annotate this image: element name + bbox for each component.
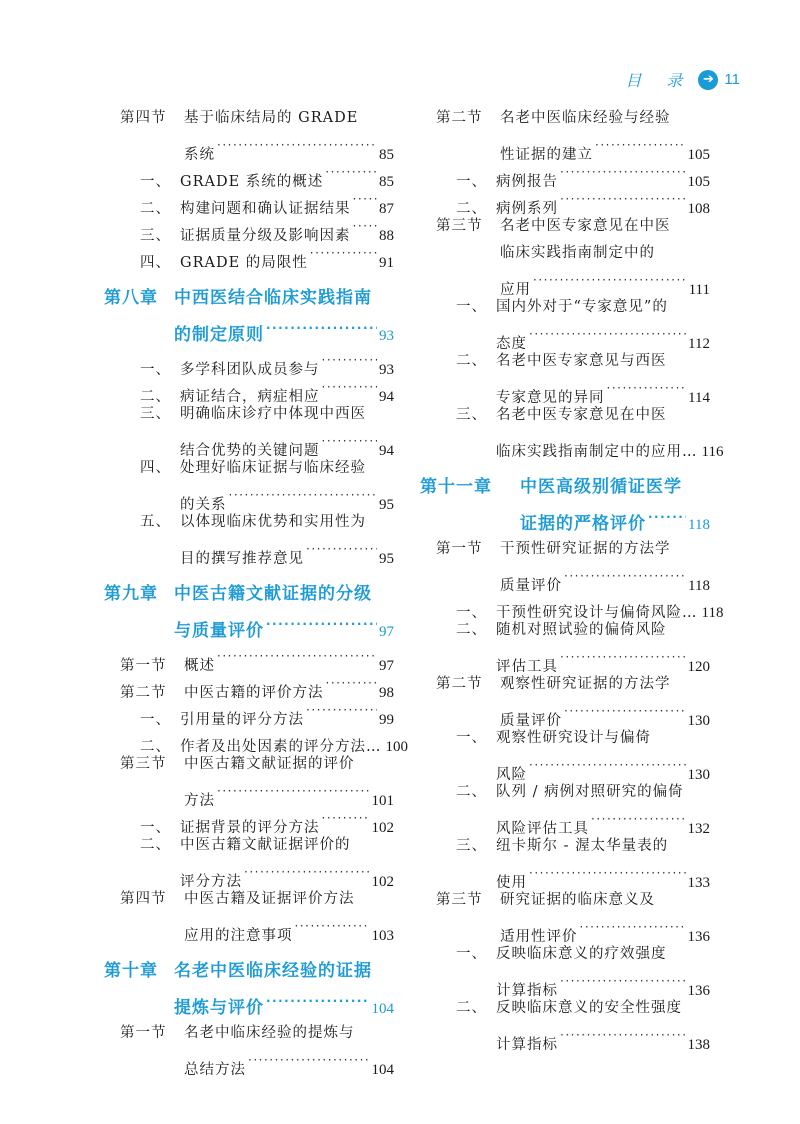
toc-item-entry[interactable]	[104, 186, 394, 217]
dot-leader	[529, 860, 686, 887]
toc-entry-title: 国内外对于“专家意见”的	[496, 299, 668, 315]
toc-page-number: 104	[371, 1062, 394, 1078]
toc-entry-title: 以体现临床优势和实用性为	[180, 514, 366, 530]
dot-leader	[217, 778, 370, 805]
toc-entry-title: 多学科团队成员参与	[180, 362, 320, 378]
toc-entry-title: 评估工具	[496, 659, 558, 675]
toc-page-number: 133	[687, 875, 710, 891]
toc-entry-title: 构建问题和确认证据结果	[180, 201, 351, 217]
toc-chapter-entry[interactable]	[104, 579, 394, 639]
dot-leader	[322, 805, 370, 832]
toc-item-entry[interactable]	[420, 833, 710, 891]
toc-right-column	[420, 105, 724, 1053]
toc-entry-title: 质量评价	[500, 713, 562, 729]
toc-entry-label: 一、	[140, 362, 171, 378]
toc-sec-entry[interactable]	[420, 536, 710, 594]
toc-entry-title: 名老中医临床经验与经验	[500, 110, 671, 126]
toc-entry-title: 总结方法	[184, 1062, 246, 1078]
dot-leader	[529, 321, 686, 348]
dot-leader	[353, 186, 378, 213]
dot-leader	[591, 806, 686, 833]
dot-leader	[529, 752, 686, 779]
toc-chapter-entry[interactable]	[420, 472, 710, 532]
dot-leader	[648, 502, 686, 529]
dot-leader	[229, 482, 378, 509]
toc-item-entry[interactable]	[420, 590, 724, 621]
toc-entry-title: 干预性研究设计与偏倚风险…	[496, 605, 698, 621]
toc-entry-title: 观察性研究证据的方法学	[500, 676, 671, 692]
header-title: 目 录	[625, 71, 693, 90]
toc-page-number: 105	[687, 147, 710, 163]
toc-entry-title: 提炼与评价	[174, 998, 264, 1018]
toc-entry-title: 证据质量分级及影响因素	[180, 228, 351, 244]
toc-entry-title: 基于临床结局的 GRADE	[184, 110, 359, 126]
toc-entry-label: 三、	[140, 406, 171, 422]
toc-entry-title: 态度	[496, 336, 527, 352]
toc-entry-title: 专家意见的异同	[496, 390, 605, 406]
toc-chapter-entry[interactable]	[104, 956, 394, 1016]
toc-page-number: 102	[371, 874, 394, 890]
toc-item-entry[interactable]	[420, 617, 710, 675]
toc-entry-title: 中医古籍文献证据的分级	[174, 584, 372, 604]
toc-sec-entry[interactable]	[104, 1020, 394, 1078]
toc-page-number: 99	[379, 712, 394, 728]
toc-entry-label: 一、	[456, 299, 487, 315]
toc-page-number: 98	[379, 685, 394, 701]
dot-leader	[266, 986, 370, 1013]
dot-leader	[353, 213, 378, 240]
toc-page-number: 136	[687, 929, 710, 945]
toc-entry-label: 二、	[140, 201, 171, 217]
toc-sec-entry[interactable]	[420, 213, 710, 298]
toc-entry-label: 第四节	[120, 891, 167, 907]
toc-entry-title: 系统	[184, 147, 215, 163]
toc-entry-title: 方法	[184, 793, 215, 809]
toc-entry-label: 第一节	[120, 1025, 167, 1041]
toc-page-number: 93	[379, 328, 394, 344]
toc-page-number: 91	[379, 255, 394, 271]
toc-entry-title: 性证据的建立	[500, 147, 593, 163]
toc-page-number: 95	[379, 497, 394, 513]
dot-leader	[295, 913, 370, 940]
toc-entry-title: 中医古籍及证据评价方法	[184, 891, 355, 907]
toc-entry-label: 第三节	[436, 892, 483, 908]
toc-page-number: 87	[379, 201, 394, 217]
toc-entry-title: 名老中医专家意见与西医	[496, 353, 667, 369]
toc-entry-title: 与质量评价	[174, 621, 264, 641]
toc-entry-label: 第二节	[436, 110, 483, 126]
toc-sec-entry[interactable]	[104, 105, 394, 163]
toc-chapter-entry[interactable]	[104, 283, 394, 343]
toc-entry-title: 评分方法	[180, 874, 242, 890]
toc-entry-title: 中西医结合临床实践指南	[174, 288, 372, 308]
toc-entry-label: 二、	[140, 389, 171, 405]
toc-entry-label: 第三节	[120, 756, 167, 772]
toc-entry-title: 适用性评价	[500, 929, 578, 945]
toc-entry-label: 二、	[456, 784, 487, 800]
toc-entry-title: 计算指标	[496, 983, 558, 999]
toc-entry-title: 证据背景的评分方法	[180, 820, 320, 836]
toc-entry-title: 中医古籍的评价方法	[184, 685, 324, 701]
toc-entry-title: 病证结合，病症相应	[180, 389, 320, 405]
toc-entry-title: 临床实践指南制定中的应用…	[496, 444, 698, 460]
dot-leader	[560, 1022, 686, 1049]
dot-leader	[325, 159, 377, 186]
toc-item-entry[interactable]	[420, 941, 710, 999]
arrow-right-icon: ➔	[698, 70, 718, 90]
toc-entry-title: 病例报告	[496, 174, 558, 190]
toc-page-number: 118	[688, 517, 710, 533]
dot-leader	[217, 643, 377, 670]
dot-leader	[560, 159, 686, 186]
toc-entry-label: 二、	[456, 201, 487, 217]
toc-entry-label: 一、	[140, 712, 171, 728]
toc-entry-label: 二、	[140, 739, 171, 755]
toc-page-number: 104	[371, 1001, 394, 1017]
dot-leader	[607, 375, 687, 402]
toc-item-entry[interactable]	[420, 725, 710, 783]
toc-item-entry[interactable]	[420, 159, 710, 190]
toc-entry-label: 四、	[140, 255, 171, 271]
toc-page-number: 93	[379, 362, 394, 378]
dot-leader	[580, 914, 686, 941]
dot-leader	[595, 132, 686, 159]
toc-item-entry[interactable]	[104, 832, 394, 890]
toc-entry-title: 研究证据的临床意义及	[500, 892, 655, 908]
toc-sec-entry[interactable]	[104, 886, 394, 944]
toc-entry-title: 干预性研究证据的方法学	[500, 541, 671, 557]
toc-item-entry[interactable]	[420, 348, 710, 406]
toc-entry-label: 一、	[456, 174, 487, 190]
toc-page-number: 132	[687, 821, 710, 837]
toc-entry-label: 二、	[140, 837, 171, 853]
toc-page-number: 85	[379, 147, 394, 163]
toc-entry-title: 计算指标	[496, 1037, 558, 1053]
toc-entry-title: 证据的严格评价	[520, 514, 646, 534]
toc-entry-label: 二、	[456, 353, 487, 369]
dot-leader	[266, 609, 377, 636]
toc-entry-title: 引用量的评分方法	[180, 712, 304, 728]
toc-item-entry[interactable]	[104, 374, 394, 405]
dot-leader	[560, 186, 686, 213]
dot-leader	[560, 644, 686, 671]
toc-entry-title: 反映临床意义的疗效强度	[496, 946, 667, 962]
toc-entry-label: 第三节	[436, 218, 483, 234]
toc-item-entry[interactable]	[104, 401, 394, 459]
toc-entry-title: 病例系列	[496, 201, 558, 217]
toc-entry-label: 三、	[456, 838, 487, 854]
toc-entry-title: 队列 / 病例对照研究的偏倚	[496, 784, 684, 800]
toc-entry-label: 第二节	[120, 685, 167, 701]
dot-leader	[310, 240, 377, 267]
toc-entry-title: 随机对照试验的偏倚风险	[496, 622, 667, 638]
toc-item-entry[interactable]	[104, 697, 394, 728]
dot-leader	[560, 968, 686, 995]
toc-entry-title: 处理好临床证据与临床经验	[180, 460, 366, 476]
toc-page-number: 114	[688, 390, 710, 406]
dot-leader	[564, 563, 686, 590]
page-number: 11	[724, 71, 740, 88]
toc-entry-label: 一、	[140, 174, 171, 190]
toc-page-number: 118	[701, 605, 724, 621]
toc-entry-label: 三、	[456, 407, 487, 423]
dot-leader	[564, 698, 686, 725]
toc-page-number: 85	[379, 174, 394, 190]
toc-item-entry[interactable]	[420, 294, 710, 352]
toc-item-entry[interactable]	[104, 509, 394, 567]
toc-entry-label: 一、	[456, 730, 487, 746]
toc-page-number: 118	[688, 578, 710, 594]
toc-entry-title: GRADE 系统的概述	[180, 174, 324, 190]
toc-sec-entry[interactable]	[104, 670, 394, 701]
toc-page-number: 95	[379, 551, 394, 567]
toc-item-entry[interactable]	[104, 805, 394, 836]
toc-page-number: 102	[371, 820, 394, 836]
toc-entry-title: 临床实践指南制定中的	[500, 245, 655, 261]
toc-entry-title: 质量评价	[500, 578, 562, 594]
toc-entry-label: 第二节	[436, 676, 483, 692]
toc-entry-label: 第十章	[104, 961, 158, 981]
toc-entry-title: 中医古籍文献证据评价的	[180, 837, 351, 853]
toc-entry-label: 三、	[140, 228, 171, 244]
toc-entry-title: 概述	[184, 658, 215, 674]
toc-entry-title: 中医古籍文献证据的评价	[184, 756, 355, 772]
toc-entry-title: GRADE 的局限性	[180, 255, 308, 271]
toc-page-number: 138	[687, 1037, 710, 1053]
dot-leader	[326, 670, 378, 697]
dot-leader	[306, 536, 377, 563]
toc-entry-label: 第十一章	[420, 477, 492, 497]
toc-entry-label: 第一节	[120, 658, 167, 674]
toc-item-entry[interactable]	[104, 724, 408, 755]
toc-entry-title: 风险评估工具	[496, 821, 589, 837]
toc-entry-title: 作者及出处因素的评分方法…	[180, 739, 382, 755]
toc-page-number: 94	[379, 389, 394, 405]
toc-page-number: 103	[371, 928, 394, 944]
dot-leader	[244, 859, 370, 886]
toc-item-entry[interactable]	[104, 240, 394, 271]
toc-entry-title: 应用的注意事项	[184, 928, 293, 944]
dot-leader	[306, 697, 377, 724]
toc-page-number: 116	[701, 444, 724, 460]
toc-sec-entry[interactable]	[420, 105, 710, 163]
toc-sec-entry[interactable]	[420, 887, 710, 945]
toc-page-number: 120	[687, 659, 710, 675]
toc-page-number: 101	[371, 793, 394, 809]
toc-entry-title: 观察性研究设计与偏倚	[496, 730, 651, 746]
dot-leader	[322, 347, 378, 374]
toc-item-entry[interactable]	[420, 402, 724, 460]
toc-entry-title: 明确临床诊疗中体现中西医	[180, 406, 366, 422]
toc-entry-label: 第九章	[104, 584, 158, 604]
toc-sec-entry[interactable]	[104, 751, 394, 809]
toc-page-number: 108	[687, 201, 710, 217]
toc-page-number: 130	[687, 767, 710, 783]
toc-entry-label: 一、	[456, 946, 487, 962]
toc-entry-label: 第八章	[104, 288, 158, 308]
toc-entry-title: 名老中临床经验的提炼与	[184, 1025, 355, 1041]
toc-entry-label: 四、	[140, 460, 171, 476]
toc-entry-title: 名老中医专家意见在中医	[500, 218, 671, 234]
dot-leader	[217, 132, 377, 159]
toc-entry-title: 名老中医临床经验的证据	[174, 961, 372, 981]
toc-page-number: 100	[385, 739, 408, 755]
dot-leader	[322, 374, 378, 401]
toc-page-number: 105	[687, 174, 710, 190]
toc-entry-title: 的关系	[180, 497, 227, 513]
page-header	[625, 68, 740, 91]
toc-page-number: 94	[379, 443, 394, 459]
toc-item-entry[interactable]	[104, 213, 394, 244]
dot-leader	[322, 428, 378, 455]
toc-entry-label: 二、	[456, 1000, 487, 1016]
toc-item-entry[interactable]	[104, 159, 394, 190]
toc-entry-title: 的制定原则	[174, 325, 264, 345]
toc-item-entry[interactable]	[420, 995, 710, 1053]
toc-entry-label: 二、	[456, 622, 487, 638]
toc-entry-title: 风险	[496, 767, 527, 783]
toc-entry-title: 目的撰写推荐意见	[180, 551, 304, 567]
toc-left-column	[104, 105, 408, 1078]
toc-sec-entry[interactable]	[420, 671, 710, 729]
toc-item-entry[interactable]	[420, 186, 710, 217]
toc-page-number: 97	[379, 624, 394, 640]
toc-entry-label: 第一节	[436, 541, 483, 557]
toc-page-number: 111	[688, 282, 710, 298]
toc-page-number: 136	[687, 983, 710, 999]
toc-entry-label: 一、	[456, 605, 487, 621]
toc-entry-title: 名老中医专家意见在中医	[496, 407, 667, 423]
dot-leader	[248, 1047, 370, 1074]
toc-entry-title: 中医高级别循证医学	[520, 477, 682, 497]
toc-page-number: 97	[379, 658, 394, 674]
toc-entry-title: 纽卡斯尔 - 渥太华量表的	[496, 838, 669, 854]
toc-entry-title: 结合优势的关键问题	[180, 443, 320, 459]
dot-leader	[266, 313, 377, 340]
toc-page-number: 112	[688, 336, 710, 352]
toc-entry-label: 一、	[140, 820, 171, 836]
toc-entry-title: 使用	[496, 875, 527, 891]
toc-item-entry[interactable]	[104, 455, 394, 513]
toc-entry-label: 五、	[140, 514, 171, 530]
toc-entry-title: 反映临床意义的安全性强度	[496, 1000, 682, 1016]
toc-page-number: 88	[379, 228, 394, 244]
toc-item-entry[interactable]	[420, 779, 710, 837]
toc-page-number: 130	[687, 713, 710, 729]
toc-entry-title: 应用	[500, 282, 531, 298]
toc-item-entry[interactable]	[104, 347, 394, 378]
toc-entry-label: 第四节	[120, 110, 167, 126]
toc-sec-entry[interactable]	[104, 643, 394, 674]
dot-leader	[533, 267, 687, 294]
